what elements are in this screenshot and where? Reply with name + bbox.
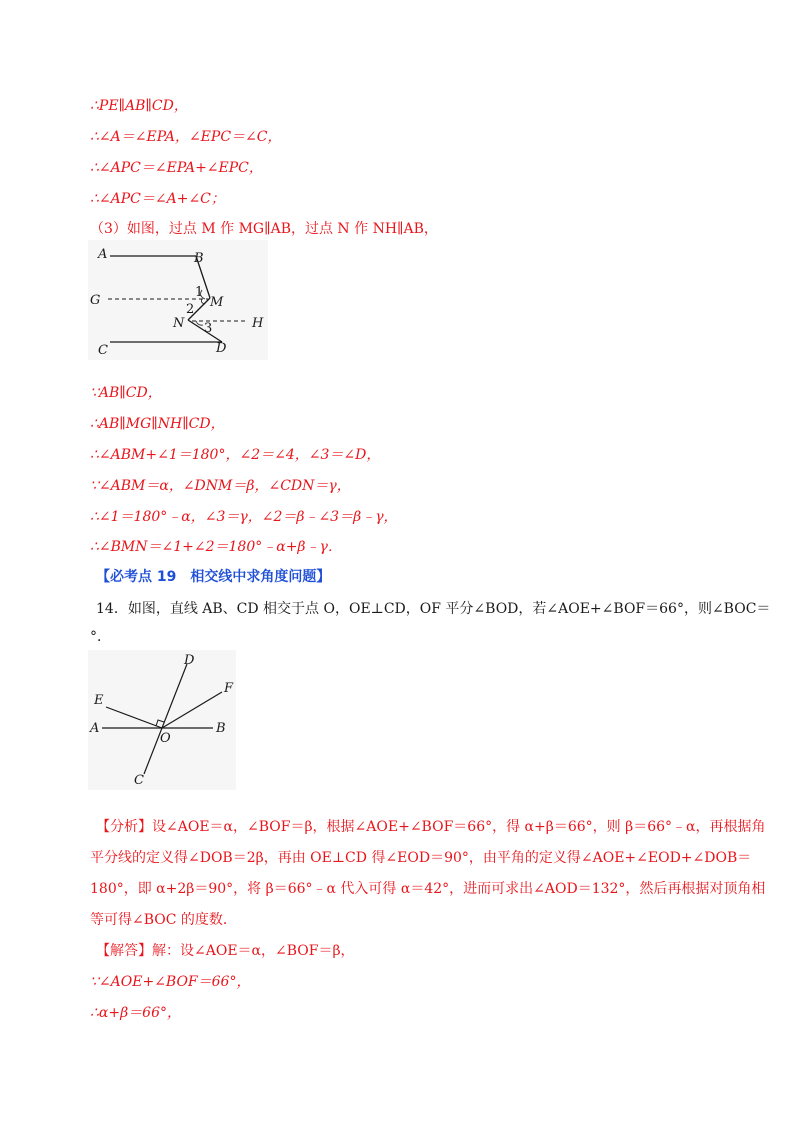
solution-line: ∴∠APC＝∠EPA+∠EPC， <box>90 160 263 176</box>
solution-line: ∴∠A＝∠EPA，∠EPC＝∠C， <box>90 129 282 145</box>
label-e: E <box>94 693 104 708</box>
analysis-line: 180°，即 α+2β＝90°，将 β＝66°﹣α 代入可得 α＝42°，进而可求出∠AOD＝132°，然后再根据对顶角相 <box>90 881 766 897</box>
analysis-line: 平分线的定义得∠DOB＝2β，再由 OE⊥CD 得∠EOD＝90°，由平角的定义得∠AOE+∠EOD+∠DOB＝ <box>90 850 752 866</box>
section-heading: 【必考点 19 相交线中求角度问题】 <box>96 569 331 585</box>
analysis-line: 【分析】设∠AOE＝α，∠BOF＝β，根据∠AOE+∠BOF＝66°，得 α+β＝66°，则 β＝66°﹣α，再根据角 <box>96 819 766 835</box>
label-o: O <box>160 731 171 746</box>
figure-parallel-lines <box>88 240 268 360</box>
label-f: F <box>224 681 234 696</box>
figure-intersecting-lines <box>88 650 236 790</box>
solution-line: ∴AB∥MG∥NH∥CD， <box>90 416 225 432</box>
solution-line: ∴∠BMN＝∠1+∠2＝180°﹣α+β﹣γ． <box>90 539 342 555</box>
question-14: 14．如图，直线 AB、CD 相交于点 O，OE⊥CD，OF 平分∠BOD，若∠AOE+∠BOF＝66°，则∠BOC＝ <box>96 601 771 617</box>
label-d: D <box>184 653 195 668</box>
solution-line: ∴∠APC＝∠A+∠C； <box>90 191 225 207</box>
label-c: C <box>134 773 144 788</box>
label-b: B <box>194 251 204 266</box>
label-h: H <box>252 316 264 331</box>
analysis-line: 等可得∠BOC 的度数． <box>90 912 237 928</box>
solution-line: 【解答】解：设∠AOE＝α，∠BOF＝β， <box>96 943 355 959</box>
label-m: M <box>210 295 224 310</box>
label-b: B <box>216 721 226 736</box>
solution-line: ∵∠AOE+∠BOF＝66°， <box>90 974 251 990</box>
label-c: C <box>98 343 108 358</box>
label-d: D <box>216 341 227 356</box>
label-a: A <box>98 247 108 262</box>
question-14-continued: °． <box>90 629 111 645</box>
solution-line: ∴α+β＝66°， <box>90 1005 181 1021</box>
solution-line: ∴∠1＝180°﹣α，∠3＝γ，∠2＝β﹣∠3＝β﹣γ， <box>90 509 398 525</box>
angle-label-2: 2 <box>186 302 195 317</box>
angle-label-3: 3 <box>204 321 213 336</box>
solution-line: ∴∠ABM+∠1＝180°，∠2＝∠4，∠3＝∠D， <box>90 447 381 463</box>
label-n: N <box>173 316 185 331</box>
label-g: G <box>90 293 101 308</box>
solution-line: ∴PE∥AB∥CD， <box>90 98 188 114</box>
solution-line: （3）如图，过点 M 作 MG∥AB，过点 N 作 NH∥AB， <box>90 221 438 237</box>
label-a: A <box>90 721 100 736</box>
solution-line: ∵∠ABM＝α，∠DNM＝β，∠CDN＝γ， <box>90 478 351 494</box>
angle-label-1: 1 <box>195 285 204 300</box>
solution-line: ∵AB∥CD， <box>90 385 162 401</box>
